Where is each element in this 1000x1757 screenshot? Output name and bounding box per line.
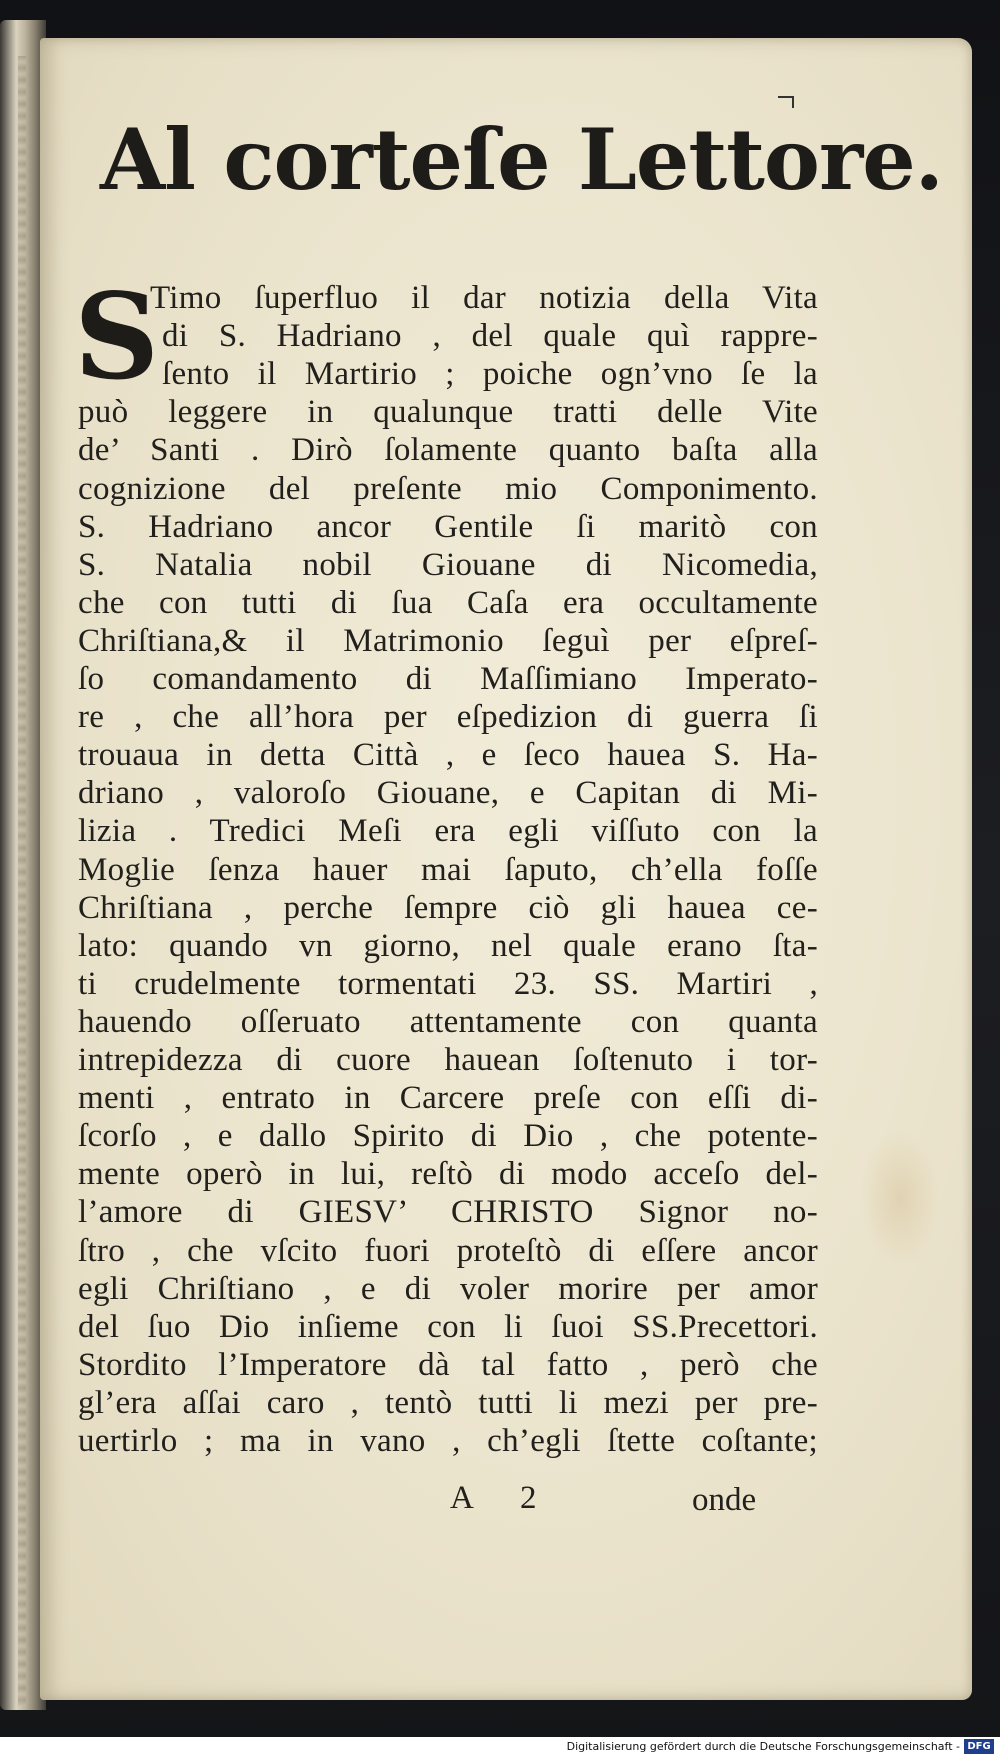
- signature-mark-letter: A: [450, 1480, 474, 1516]
- catchword: onde: [692, 1482, 757, 1518]
- text-line: intrepidezza di cuore hauean ſoſtenuto i tor-: [78, 1042, 818, 1078]
- text-line: ti crudelmente tormentati 23. SS. Martiri ,: [78, 965, 818, 1002]
- text-line: l’amore di GIESV’ CHRISTO Signor no-: [78, 1194, 818, 1231]
- page-title: Al corteſe Lettore.: [100, 110, 943, 209]
- drop-cap-initial: S: [74, 267, 160, 406]
- text-line: di S. Hadriano , del quale quì rappre-: [162, 318, 818, 355]
- text-line: Chriſtiana , perche ſempre ciò gli hauea ce-: [78, 889, 818, 926]
- text-line: lato: quando vn giorno, nel quale erano ſta-: [78, 927, 818, 964]
- text-line: ſo comandamento di Maſſimiano Imperato-: [78, 661, 818, 697]
- text-line: mente operò in lui, reſtò di modo acceſo del-: [78, 1156, 818, 1193]
- text-line: del ſuo Dio inſieme con li ſuoi SS.Precettori.: [78, 1308, 818, 1345]
- text-line: Moglie ſenza hauer mai ſaputo, ch’ella foſſe: [78, 851, 818, 888]
- text-line: hauendo oſſeruato attentamente con quanta: [78, 1003, 818, 1040]
- text-line: S. Hadriano ancor Gentile ſi maritò con: [78, 508, 818, 545]
- paper-stain: [860, 1128, 940, 1268]
- text-line: Stordito l’Imperatore dà tal fatto , però che: [78, 1346, 818, 1383]
- text-line: ſcorſo , e dallo Spirito di Dio , che potente-: [78, 1118, 818, 1155]
- dfg-logo-icon: DFG: [964, 1739, 994, 1754]
- text-line: egli Chriſtiano , e di voler morire per amor: [78, 1270, 818, 1307]
- text-line: S. Natalia nobil Giouane di Nicomedia,: [78, 546, 818, 583]
- text-line: trouaua in detta Città , e ſeco hauea S. Ha-: [78, 737, 818, 774]
- text-line: Chriſtiana,& il Matrimonio ſeguì per eſpreſ-: [78, 622, 818, 659]
- text-line: che con tutti di ſua Caſa era occultamente: [78, 584, 818, 621]
- text-line: può leggere in qualunque tratti delle Vite: [78, 394, 818, 431]
- text-line: lizia . Tredici Meſi era egli viſſuto con la: [78, 813, 818, 850]
- text-line: Timo ſuperfluo il dar notizia della Vita: [150, 280, 818, 316]
- text-line: de’ Santi . Dirò ſolamente quanto baſta alla: [78, 432, 818, 469]
- text-line: ſtro , che vſcito fuori proteſtò di eſſere ancor: [78, 1232, 818, 1269]
- text-line: gl’era aſſai caro , tentò tutti li mezi per pre-: [78, 1384, 818, 1421]
- text-line: driano , valoroſo Giouane, e Capitan di Mi-: [78, 775, 818, 812]
- signature-mark-number: 2: [520, 1480, 537, 1516]
- text-line: cognizione del preſente mio Componimento.: [78, 470, 818, 507]
- text-line: menti , entrato in Carcere preſe con eſſi di-: [78, 1080, 818, 1117]
- page-stack-edge: [18, 56, 26, 1706]
- text-line: re , che all’hora per eſpedizion di guerra ſi: [78, 699, 818, 736]
- text-line: uertirlo ; ma in vano , ch’egli ſtette coſtante;: [78, 1423, 818, 1459]
- printer-corner-mark: [778, 96, 794, 108]
- funding-credit: Digitalisierung gefördert durch die Deutsche Forschungsgemeinschaft -: [566, 1740, 960, 1753]
- text-line: ſento il Martirio ; poiche ogn’vno ſe la: [162, 356, 818, 393]
